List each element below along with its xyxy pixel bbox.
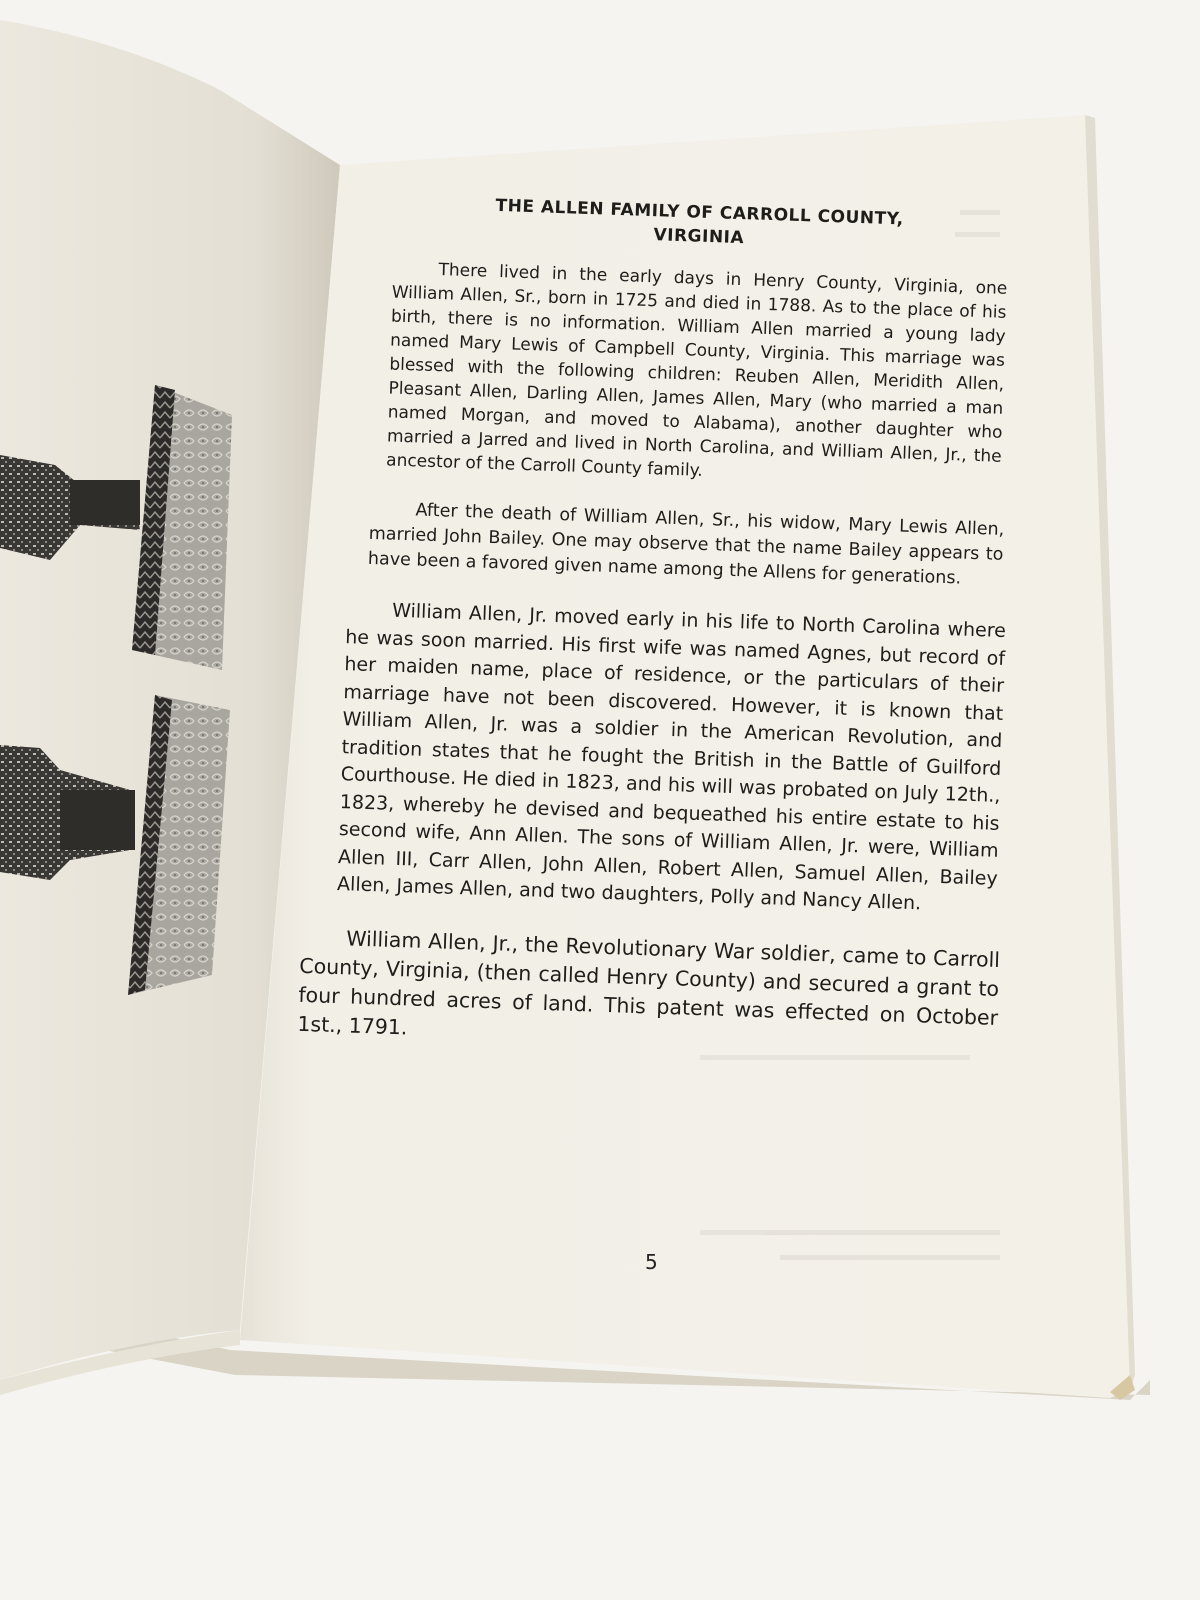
paragraph-4: William Allen, Jr., the Revolutionary War soldier, came to Carroll County, Virginia, (then called Henry County) and secured a grant to four hundred acres of land. This patent was effected on October 1st., 1791. [297,925,1001,1039]
page-title-line-1: THE ALLEN FAMILY OF CARROLL COUNTY, [495,195,904,230]
page-text [297,189,1020,1087]
paragraph-2: After the death of William Allen, Sr., his widow, Mary Lewis Allen, married John Bailey. One may observe that the name Bailey appears to have been a favored given name among the Allens for generations. [367,500,1005,589]
page-title-line-2: VIRGINIA [653,225,745,249]
paragraph-1: There lived in the early days in Henry County, Virginia, one William Allen, Sr., born in 1725 and died in 1788. As to the place of his birth, there is no information. William Allen married a young lady named Mary Lewis of Campbell County, Virginia. This marriage was blessed with the following children: Reuben Allen, Meridith Allen, Pleasant Allen, Darling Allen, James Allen, Mary (who married a man named Morgan, and moved to Alabama), another daughter who married a Jarred and lived in North Carolina, and William Allen, Jr., the ancestor of the Carroll County family. [385,260,1008,481]
paragraph-3: William Allen, Jr. moved early in his life to North Carolina where he was soon married. His first wife was named Agnes, but record of her maiden name, place of residence, or the particulars of their marriage have not been discovered. However, it is known that William Allen, Jr. was a soldier in the American Revolution, and tradition states that he fought the British in the Battle of Guilford Courthouse. He died in 1823, and his will was probated on July 12th., 1823, whereby he devised and bequeathed his entire estate to his second wife, Ann Allen. The sons of William Allen, Jr. were, William Allen III, Carr Allen, John Allen, Robert Allen, Samuel Allen, Bailey Allen, James Allen, and two daughters, Polly and Nancy Allen. [336,599,1007,915]
page-number: 5 [645,1250,658,1274]
